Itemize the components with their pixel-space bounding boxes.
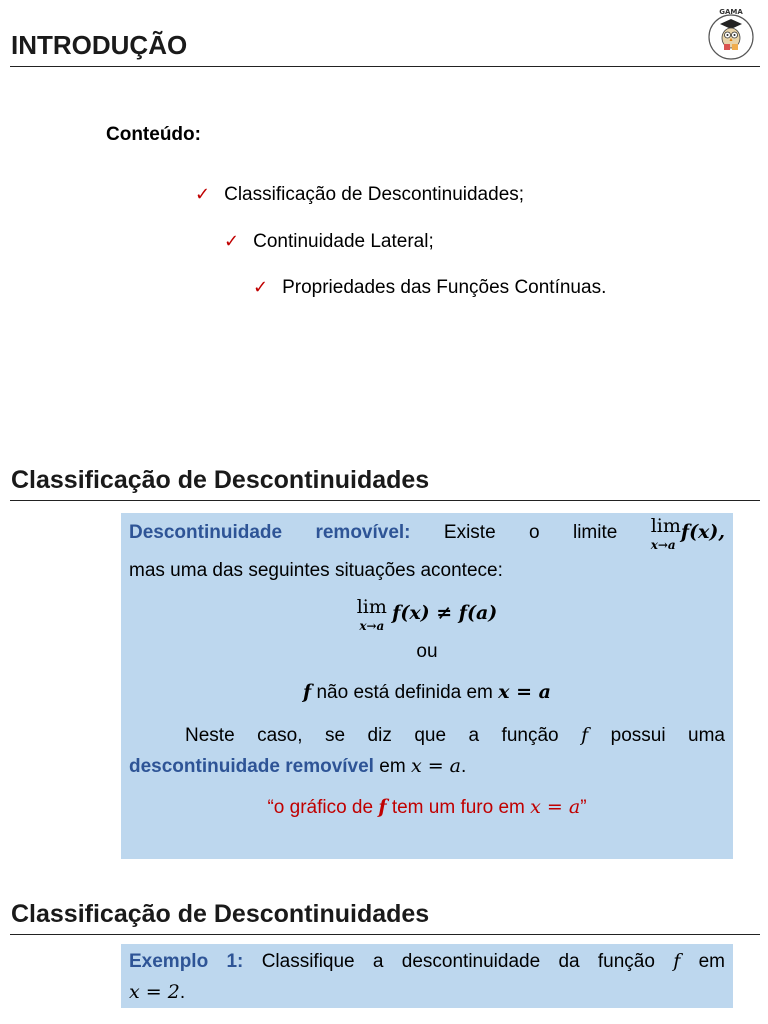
definition-line-2: mas uma das seguintes situações acontece: [129,560,503,581]
checkmark-icon: ✓ [224,231,240,251]
limit-expression: lim x→a [356,596,387,633]
title-underline [10,500,760,501]
list-item [195,184,524,206]
example-line-1: Exemplo 1: Classifique a descontinuidade da função f em [129,950,725,972]
definition-box [121,513,733,859]
title-underline [10,66,760,67]
definition-intro: Existe o limite [443,522,618,543]
equation-1 [129,598,725,635]
example-line-2: x = 2. [129,981,186,1003]
logo-text: GAMA [719,8,743,16]
slide-title-classificacao-2: Classificação de Descontinuidades [11,900,430,928]
list-item-label: Continuidade Lateral; [253,231,434,252]
or-word: ou [416,641,438,662]
checkmark-icon: ✓ [253,277,269,297]
list-item-label: Propriedades das Funções Contínuas. [282,277,607,298]
list-item [224,231,434,253]
equation-2: f não está definida em x = a [303,681,551,703]
gama-logo-icon [702,6,760,64]
title-underline [10,934,760,935]
highlight-quote: “o gráfico de f tem um furo em x = a” [267,796,587,818]
paragraph-line-2: descontinuidade removível em x = a. [129,755,467,777]
list-item [253,277,606,299]
limit-expression: lim x→a [650,515,681,552]
list-item-label: Classificação de Descontinuidades; [224,184,525,205]
content-label: Conteúdo: [106,124,201,145]
checkmark-icon: ✓ [195,184,211,204]
definition-term: Descontinuidade removível: [129,522,411,543]
example-box [121,944,733,1008]
paragraph-line-1: Neste caso, se diz que a função f possui uma [185,724,725,746]
definition-line-1 [129,517,725,554]
slide-title-classificacao: Classificação de Descontinuidades [11,466,430,494]
equation-rhs: f(x) ≠ f(a) [392,602,498,624]
limit-function: f(x), [680,521,725,543]
slide-title-introducao: INTRODUÇÃO [11,30,188,60]
